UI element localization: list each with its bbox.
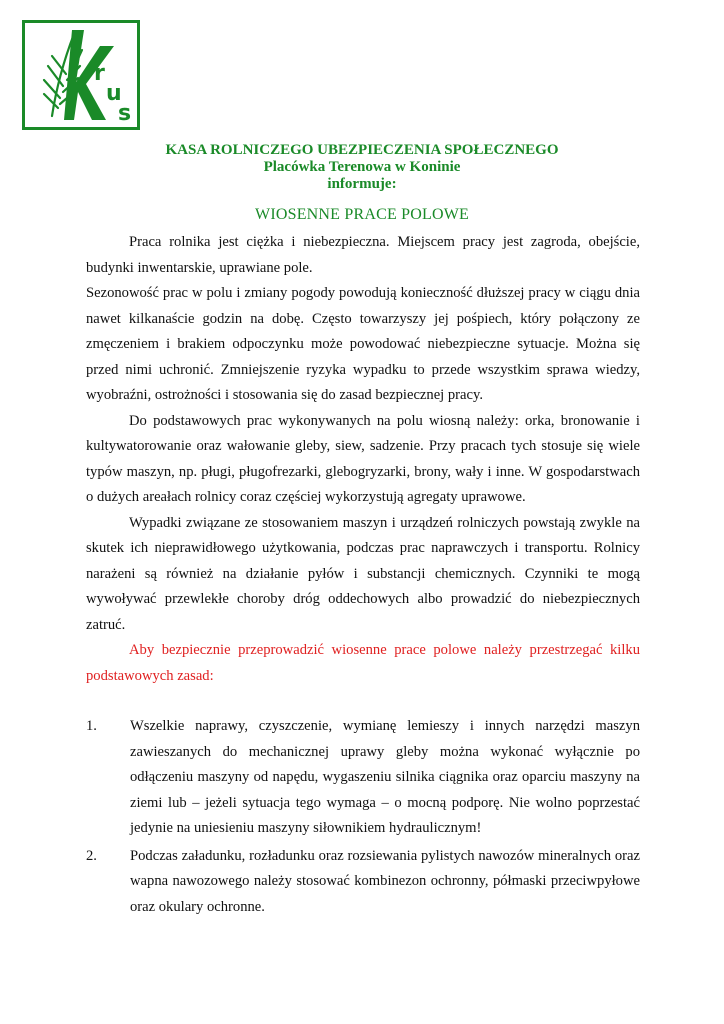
svg-text:s: s bbox=[118, 101, 132, 126]
header-line-branch: Placówka Terenowa w Koninie bbox=[263, 159, 461, 175]
svg-text:u: u bbox=[106, 81, 122, 106]
list-item-text: Wszelkie naprawy, czyszczenie, wymianę lemieszy i innych narzędzi maszyn zawieszanych do mechanicznej uprawy gleby można wykonać wyłącznie po odłączeniu maszyny od napędu, wygaszeniu silnika ciągnika oraz oparciu maszyny na ziemi lub – jeżeli sytuacja tego wymaga – o mocną podporę. Nie wolno poprzestać jedynie na uniesieniu maszyny siłownikiem hydraulicznym! bbox=[130, 718, 640, 836]
list-item-number: 2. bbox=[86, 847, 97, 864]
document-body bbox=[86, 230, 640, 922]
list-item bbox=[86, 714, 640, 842]
header-line-informs: informuje: bbox=[327, 176, 397, 192]
krus-logo bbox=[22, 20, 140, 130]
paragraph-field-work: Do podstawowych prac wykonywanych na polu wiosną należy: orka, bronowanie i kultywatorowanie oraz wałowanie gleby, siew, sadzenie. Przy pracach tych stosuje się wiele typów maszyn, np. pługi, pługofrezarki, glebogryzarki, brony, wały i inne. W gospodarstwach o dużych areałach rolnicy coraz częściej wykorzystują agregaty uprawowe. bbox=[86, 412, 640, 505]
document-title: WIOSENNE PRACE POLOWE bbox=[255, 206, 469, 223]
list-item bbox=[86, 844, 640, 921]
paragraph-seasonality: Sezonowość prac w polu i zmiany pogody powodują konieczność dłuższej pracy w ciągu dnia nawet kilkanaście godzin na dobę. Często towarzyszy jej pośpiech, który połączony ze zmęczeniem i brakiem odpoczynku może powodować niebezpieczne sytuacje. Można się przed nimi uchronić. Zmniejszenie ryzyka wypadku to przede wszystkim sprawa wiedzy, wyobraźni, ostrożności i stosowania się do zasad bezpiecznej pracy. bbox=[86, 285, 640, 403]
header-line-institution: KASA ROLNICZEGO UBEZPIECZENIA SPOŁECZNEGO bbox=[165, 142, 559, 158]
safety-rules-list bbox=[86, 714, 640, 920]
list-item-text: Podczas załadunku, rozładunku oraz rozsiewania pylistych nawozów mineralnych oraz wapna nawozowego należy stosować kombinezon ochronny, półmaski przeciwpyłowe oraz okulary ochronne. bbox=[130, 847, 640, 915]
institution-header bbox=[86, 142, 638, 193]
svg-text:r: r bbox=[94, 61, 105, 86]
paragraph-intro: Praca rolnika jest ciężka i niebezpieczna. Miejscem pracy jest zagroda, obejście, budynki inwentarskie, uprawiane pole. bbox=[86, 234, 640, 276]
paragraph-accidents: Wypadki związane ze stosowaniem maszyn i urządzeń rolniczych powstają zwykle na skutek ich nieprawidłowego użytkowania, podczas prac naprawczych i transportu. Rolnicy narażeni są również na działanie pyłów i substancji chemicznych. Czynniki te mogą wywoływać przewlekłe choroby dróg oddechowych albo prowadzić do niebezpiecznych zatruć. bbox=[86, 514, 640, 633]
spacer bbox=[86, 689, 640, 714]
paragraph-rules-intro: Aby bezpiecznie przeprowadzić wiosenne prace polowe należy przestrzegać kilku podstawowych zasad: bbox=[86, 642, 640, 684]
list-item-number: 1. bbox=[86, 718, 97, 734]
